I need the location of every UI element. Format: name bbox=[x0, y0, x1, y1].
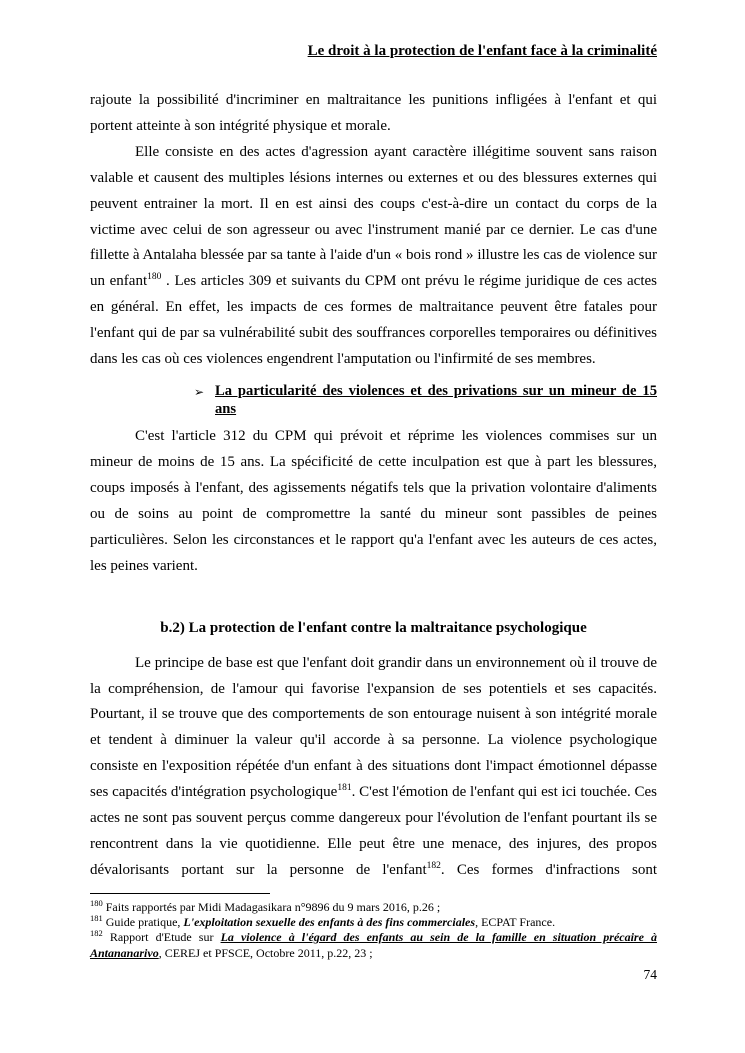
footnote-text: , CEREJ et PFSCE, Octobre 2011, p.22, 23 ; bbox=[158, 945, 373, 960]
paragraph-text: Le principe de base est que l'enfant doit grandir dans un environnement où il trouve de la compréhension, de l'amour qui favorise l'expansion de ses potentiels et ses capacités. Pourtant, il se trouve que des comportements de son entourage nuisent à son intégrité morale et tendent à diminuer la valeur qu'il accorde à sa personne. La violence psychologique consiste en l'exposition répétée d'un enfant à des situations dont l'impact émotionnel dépasse ses capacités d'intégration psychologique bbox=[90, 654, 657, 801]
footnote-marker: 180 bbox=[90, 898, 103, 908]
section-bullet-heading bbox=[194, 383, 657, 418]
footnote-180 bbox=[90, 900, 657, 915]
body-paragraph-1: rajoute la possibilité d'incriminer en maltraitance les punitions infligées à l'enfant et qui portent atteinte à son intégrité physique et morale. bbox=[90, 92, 657, 134]
footnote-text: Faits rapportés par Midi Madagasikara n°9896 du 9 mars 2016, p.26 ; bbox=[102, 900, 441, 914]
footnote-181 bbox=[90, 915, 657, 930]
body-paragraph-4 bbox=[90, 651, 657, 884]
page-content bbox=[90, 42, 657, 884]
body-paragraph-2 bbox=[90, 140, 657, 373]
running-header-title: Le droit à la protection de l'enfant face à la criminalité bbox=[307, 43, 657, 59]
footnote-text: Rapport d'Etude sur bbox=[102, 930, 221, 945]
body-paragraph-3: C'est l'article 312 du CPM qui prévoit et réprime les violences commises sur un mineur de moins de 15 ans. La spécificité de cette inculpation est que à part les blessures, coups imposés à l'enfant, des agissements négatifs tels que la privation volontaire d'aliments ou de soins au point de compromettre la santé du mineur sont passibles de peines particulières. Selon les circonstances et le rapport qu'a l'enfant avec les auteurs de ces actes, les peines varient. bbox=[90, 428, 657, 574]
section-heading-text: La particularité des violences et des privations sur un mineur de 15 ans bbox=[215, 382, 657, 417]
arrow-bullet-icon: ➢ bbox=[194, 384, 205, 399]
footnote-marker: 182 bbox=[90, 928, 103, 939]
paragraph-text: . C'est l'émotion de l'enfant qui est ici touchée. Ces actes ne sont pas souvent perçus comme dangereux pour l'évolution de l'enfant pourtant ils se rencontrent dans la vie quotidienne. Elle peut être une menace, des injures, des propos dévalorisants portant sur la personne de l'enfant bbox=[90, 784, 658, 878]
footnote-ref-182: 182 bbox=[426, 860, 441, 871]
paragraph-text: Elle consiste en des actes d'agression ayant caractère illégitime souvent sans raison valable et causent des multiples lésions internes ou externes et ou des blessures externes qui peuvent entrainer la mort. Il en est ainsi des coups c'est-à-dire un contact du corps de la victime avec celui de son agresseur ou avec l'instrument manié par ce dernier. Le cas d'une fillette à Antalaha blessée par sa tante à l'aide d'un « bois rond » illustre les cas de violence sur un enfant bbox=[90, 143, 657, 290]
footnotes-section bbox=[90, 893, 657, 961]
page-number: 74 bbox=[643, 967, 657, 982]
footnote-text: , ECPAT France. bbox=[475, 915, 556, 930]
paragraph-text: . Ces formes d'infractions sont bbox=[440, 861, 657, 878]
footnote-marker: 181 bbox=[90, 913, 103, 924]
footnote-text: Guide pratique, bbox=[102, 915, 184, 930]
subsection-heading: b.2) La protection de l'enfant contre la maltraitance psychologique bbox=[160, 619, 587, 636]
cited-work-title: L'exploitation sexuelle des enfants à des fins commerciales bbox=[183, 915, 476, 930]
cited-work-title: La violence à l'égard des enfants au sein de la famille en situation précaire à Antananarivo bbox=[90, 930, 658, 960]
footnote-separator bbox=[90, 893, 270, 894]
paragraph-text: . Les articles 309 et suivants du CPM ont prévu le régime juridique de ces actes en général. En effet, les impacts de ces formes de maltraitance peuvent être fatales pour l'enfant qui de par sa vulnérabilité subit des souffrances corporelles temporaires ou définitives dans les cas où ces violences engendrent l'amputation ou l'infirmité de ses membres. bbox=[90, 273, 657, 368]
footnote-182 bbox=[90, 930, 657, 960]
footnote-ref-180: 180 bbox=[147, 272, 162, 283]
footnote-ref-181: 181 bbox=[337, 783, 352, 794]
running-header bbox=[90, 42, 657, 61]
